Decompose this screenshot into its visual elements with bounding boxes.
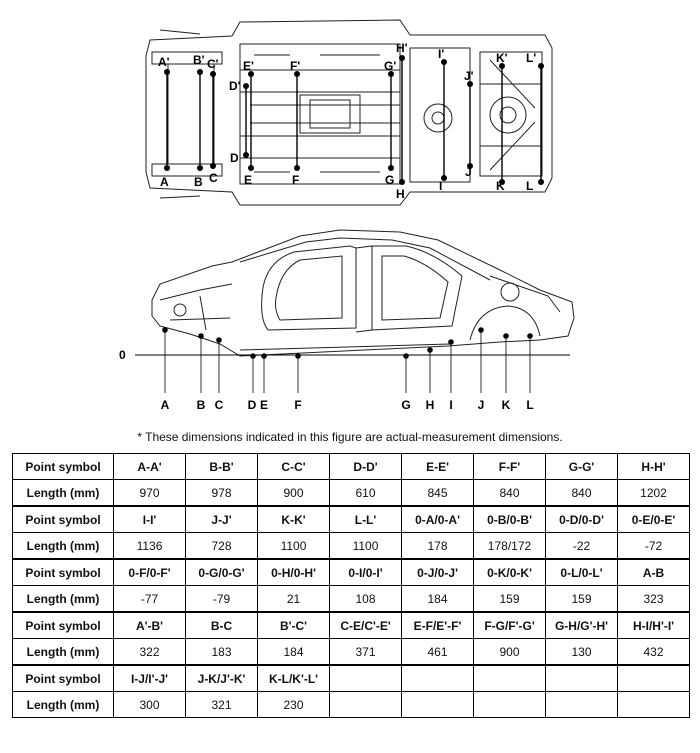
length-cell: 321 <box>186 692 258 718</box>
label-l: L <box>526 179 534 193</box>
label-j: J <box>465 165 472 179</box>
point-symbol-cell: 0-K/0-K' <box>474 559 546 586</box>
length-cell: 840 <box>546 480 618 507</box>
point-symbol-cell: A'-B' <box>114 612 186 639</box>
point-symbol-cell: C-C' <box>258 454 330 480</box>
side-label-i: I <box>449 398 453 412</box>
row-header-point-symbol: Point symbol <box>13 506 114 533</box>
table-row-point-symbols <box>13 454 690 480</box>
point-symbol-cell: 0-H/0-H' <box>258 559 330 586</box>
point-symbol-cell <box>618 665 690 692</box>
table-row-point-symbols <box>13 559 690 586</box>
side-label-d: D <box>247 398 257 412</box>
top-view-measure-lines <box>167 58 541 182</box>
label-j-prime: J' <box>464 69 474 83</box>
point-symbol-cell: L-L' <box>330 506 402 533</box>
length-cell: 178 <box>402 533 474 560</box>
length-cell: 300 <box>114 692 186 718</box>
point-symbol-cell: F-F' <box>474 454 546 480</box>
length-cell: 323 <box>618 586 690 613</box>
label-g-prime: G' <box>384 59 397 73</box>
point-symbol-cell: 0-A/0-A' <box>402 506 474 533</box>
point-symbol-cell <box>474 665 546 692</box>
point-symbol-cell: 0-F/0-F' <box>114 559 186 586</box>
table-row-lengths <box>13 586 690 613</box>
length-cell: 432 <box>618 639 690 666</box>
row-header-length: Length (mm) <box>13 533 114 560</box>
table-row-point-symbols <box>13 506 690 533</box>
label-h: H <box>396 187 405 201</box>
point-symbol-cell: 0-D/0-D' <box>546 506 618 533</box>
table-row-lengths <box>13 639 690 666</box>
row-header-point-symbol: Point symbol <box>13 612 114 639</box>
point-symbol-cell: 0-E/0-E' <box>618 506 690 533</box>
length-cell <box>474 692 546 718</box>
side-label-a: A <box>160 398 170 412</box>
length-cell: -72 <box>618 533 690 560</box>
label-a: A <box>160 175 169 189</box>
length-cell: 1100 <box>258 533 330 560</box>
top-view-measure-points <box>164 55 544 185</box>
length-cell: 178/172 <box>474 533 546 560</box>
label-l-prime: L' <box>526 51 537 65</box>
dimension-table <box>12 453 690 718</box>
point-symbol-cell: E-E' <box>402 454 474 480</box>
table-row-point-symbols <box>13 665 690 692</box>
length-cell: 900 <box>258 480 330 507</box>
length-cell: 159 <box>546 586 618 613</box>
label-a-prime: A' <box>158 55 170 69</box>
length-cell: 900 <box>474 639 546 666</box>
point-symbol-cell: K-K' <box>258 506 330 533</box>
side-label-h: H <box>425 398 435 412</box>
length-cell: 159 <box>474 586 546 613</box>
length-cell: 461 <box>402 639 474 666</box>
row-header-length: Length (mm) <box>13 692 114 718</box>
length-cell: 1136 <box>114 533 186 560</box>
label-f-prime: F' <box>290 59 301 73</box>
row-header-point-symbol: Point symbol <box>13 454 114 480</box>
length-cell: -79 <box>186 586 258 613</box>
point-symbol-cell: B-C <box>186 612 258 639</box>
length-cell <box>618 692 690 718</box>
label-b: B <box>194 175 203 189</box>
length-cell <box>330 692 402 718</box>
length-cell: -22 <box>546 533 618 560</box>
point-symbol-cell: G-H/G'-H' <box>546 612 618 639</box>
length-cell: 21 <box>258 586 330 613</box>
length-cell: 1202 <box>618 480 690 507</box>
label-g: G <box>385 173 395 187</box>
length-cell: 108 <box>330 586 402 613</box>
length-cell <box>546 692 618 718</box>
point-symbol-cell: H-H' <box>618 454 690 480</box>
label-d: D <box>230 151 239 165</box>
side-label-c: C <box>214 398 224 412</box>
side-label-j: J <box>477 398 485 412</box>
point-symbol-cell <box>330 665 402 692</box>
point-symbol-cell <box>546 665 618 692</box>
label-c-prime: C' <box>207 57 219 71</box>
point-symbol-cell <box>402 665 474 692</box>
point-symbol-cell: J-J' <box>186 506 258 533</box>
row-header-length: Length (mm) <box>13 586 114 613</box>
point-symbol-cell: 0-I/0-I' <box>330 559 402 586</box>
label-i: I <box>439 179 443 193</box>
point-symbol-cell: H-I/H'-I' <box>618 612 690 639</box>
label-e-prime: E' <box>243 59 254 73</box>
label-h-prime: H' <box>396 41 408 55</box>
side-view-labels <box>161 398 534 412</box>
length-cell: -77 <box>114 586 186 613</box>
point-symbol-cell: 0-L/0-L' <box>546 559 618 586</box>
length-cell: 978 <box>186 480 258 507</box>
length-cell: 371 <box>330 639 402 666</box>
row-header-length: Length (mm) <box>13 639 114 666</box>
point-symbol-cell: A-A' <box>114 454 186 480</box>
side-label-l: L <box>526 398 534 412</box>
label-c: C <box>209 171 218 185</box>
datum-zero-label: 0 <box>119 348 126 362</box>
length-cell: 184 <box>258 639 330 666</box>
point-symbol-cell: E-F/E'-F' <box>402 612 474 639</box>
label-d-prime: D' <box>229 79 241 93</box>
length-cell: 1100 <box>330 533 402 560</box>
point-symbol-cell: K-L/K'-L' <box>258 665 330 692</box>
row-header-point-symbol: Point symbol <box>13 559 114 586</box>
side-label-k: K <box>501 398 511 412</box>
point-symbol-cell: B-B' <box>186 454 258 480</box>
length-cell: 840 <box>474 480 546 507</box>
point-symbol-cell: 0-J/0-J' <box>402 559 474 586</box>
body-side-view <box>152 230 574 356</box>
length-cell: 728 <box>186 533 258 560</box>
side-label-g: G <box>401 398 411 412</box>
point-symbol-cell: 0-G/0-G' <box>186 559 258 586</box>
table-row-point-symbols <box>13 612 690 639</box>
point-symbol-cell: I-J/I'-J' <box>114 665 186 692</box>
label-b-prime: B' <box>193 53 205 67</box>
length-cell: 970 <box>114 480 186 507</box>
side-label-b: B <box>196 398 206 412</box>
table-row-lengths <box>13 480 690 507</box>
length-cell: 230 <box>258 692 330 718</box>
label-e: E <box>244 173 253 187</box>
length-cell: 184 <box>402 586 474 613</box>
point-symbol-cell: G-G' <box>546 454 618 480</box>
point-symbol-cell: D-D' <box>330 454 402 480</box>
side-label-f: F <box>294 398 302 412</box>
label-k: K <box>496 179 505 193</box>
label-i-prime: I' <box>438 47 445 61</box>
measurement-note: * These dimensions indicated in this figure are actual-measurement dimensions. <box>137 430 563 444</box>
point-symbol-cell: J-K/J'-K' <box>186 665 258 692</box>
point-symbol-cell: A-B <box>618 559 690 586</box>
point-symbol-cell: 0-B/0-B' <box>474 506 546 533</box>
label-k-prime: K' <box>496 51 508 65</box>
point-symbol-cell: F-G/F'-G' <box>474 612 546 639</box>
length-cell: 610 <box>330 480 402 507</box>
point-symbol-cell: B'-C' <box>258 612 330 639</box>
point-symbol-cell: I-I' <box>114 506 186 533</box>
row-header-point-symbol: Point symbol <box>13 665 114 692</box>
row-header-length: Length (mm) <box>13 480 114 507</box>
side-label-e: E <box>259 398 269 412</box>
underbody-top-view <box>146 20 552 205</box>
table-row-lengths <box>13 533 690 560</box>
table-row-lengths <box>13 692 690 718</box>
length-cell: 183 <box>186 639 258 666</box>
length-cell <box>402 692 474 718</box>
length-cell: 845 <box>402 480 474 507</box>
label-f: F <box>292 173 300 187</box>
length-cell: 130 <box>546 639 618 666</box>
length-cell: 322 <box>114 639 186 666</box>
point-symbol-cell: C-E/C'-E' <box>330 612 402 639</box>
